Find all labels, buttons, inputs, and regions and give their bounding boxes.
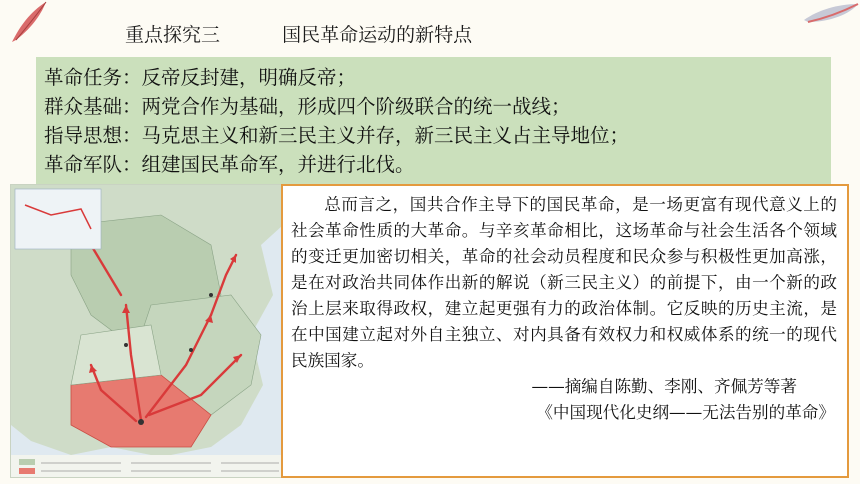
summary-box — [36, 57, 831, 187]
map-image — [11, 185, 282, 478]
summary-line-mass-base: 群众基础：两党合作为基础，形成四个阶级联合的统一战线； — [44, 95, 571, 118]
northern-expedition-map — [10, 184, 282, 478]
feather-icon-right — [800, 0, 860, 28]
summary-line-ideology: 指导思想：马克思主义和新三民主义并存，新三民主义占主导地位； — [44, 124, 630, 147]
summary-line-task: 革命任务：反帝反封建，明确反帝； — [44, 66, 357, 89]
section-label: 重点探究三 — [125, 24, 221, 46]
quote-source: ——摘编自陈勤、李刚、齐佩芳等著 — [531, 377, 797, 396]
summary-line-army: 革命军队：组建国民革命军，并进行北伐。 — [44, 153, 415, 176]
quote-book-title: 《中国现代化史纲——无法告别的革命》 — [536, 403, 835, 422]
quote-paragraph: 总而言之，国共合作主导下的国民革命，是一场更富有现代意义上的社会革命性质的大革命。与辛亥革命相比，这场革命与社会生活各个领域的变迁更加密切相关，革命的社会动员程度和民众参与积极性更加高涨，是在对政治共同体作出新的解说（新三民主义）的前提下，由一个新的政治上层来取得政权，建立起更强有力的政治体制。它反映的历史主流，是在中国建立起对外自主独立、对内具备有效权力和权威体系的统一的现代民族国家。 — [291, 195, 837, 370]
feather-icon — [6, 0, 54, 44]
quote-panel — [281, 184, 849, 478]
section-title: 国民革命运动的新特点 — [282, 24, 473, 46]
page-title — [125, 20, 472, 47]
